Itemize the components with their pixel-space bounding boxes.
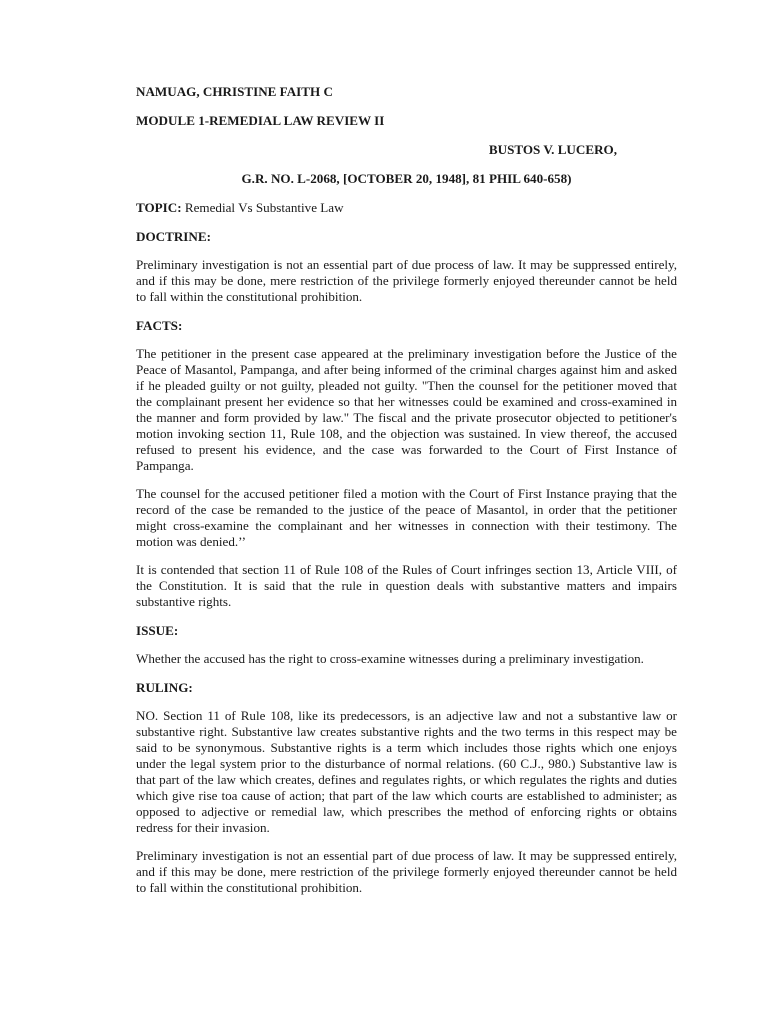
topic-line <box>136 200 677 216</box>
ruling-paragraph-2: Preliminary investigation is not an essential part of due process of law. It may be suppressed entirely, and if this may be done, mere restriction of the privilege formerly enjoyed thereunder cannot be held to fall within the constitutional prohibition. <box>136 848 677 895</box>
issue-text: Whether the accused has the right to cross-examine witnesses during a preliminary investigation. <box>136 651 644 666</box>
facts-paragraph-1: The petitioner in the present case appeared at the preliminary investigation before the Justice of the Peace of Masantol, Pampanga, and after being informed of the criminal charges against him and asked if he pleaded guilty or not guilty, pleaded not guilty. "Then the counsel for the petitioner moved that the complainant present her evidence so that her witnesses could be examined and cross-examined in the manner and form provided by law." The fiscal and the private prosecutor objected to petitioner's motion invoking section 11, Rule 108, and the objection was sustained. In view thereof, the accused refused to present his evidence, and the case was forwarded to the Court of First Instance of Pampanga. <box>136 346 677 473</box>
topic-label: TOPIC: <box>136 200 182 215</box>
ruling-heading: RULING: <box>136 680 193 695</box>
author-name: NAMUAG, CHRISTINE FAITH C <box>136 84 333 99</box>
document-page <box>136 80 677 896</box>
issue-heading: ISSUE: <box>136 623 179 638</box>
topic-value: Remedial Vs Substantive Law <box>181 200 344 215</box>
facts-paragraph-3: It is contended that section 11 of Rule 108 of the Rules of Court infringes section 13, Article VIII, of the Constitution. It is said that the rule in question deals with substantive matters and impairs substantive rights. <box>136 562 677 609</box>
facts-heading: FACTS: <box>136 318 183 333</box>
facts-paragraph-2: The counsel for the accused petitioner filed a motion with the Court of First Instance praying that the record of the case be remanded to the justice of the peace of Masantol, in order that the petitioner might cross-examine the complainant and her witnesses in connection with their testimony. The motion was denied.’’ <box>136 486 677 549</box>
doctrine-heading: DOCTRINE: <box>136 229 211 244</box>
module-title: MODULE 1-REMEDIAL LAW REVIEW II <box>136 113 385 128</box>
doctrine-text: Preliminary investigation is not an essential part of due process of law. It may be suppressed entirely, and if this may be done, mere restriction of the privilege formerly enjoyed thereunder cannot be held to fall within the constitutional prohibition. <box>136 257 677 304</box>
case-citation: G.R. NO. L-2068, [OCTOBER 20, 1948], 81 PHIL 640-658) <box>241 171 572 186</box>
ruling-paragraph-1: NO. Section 11 of Rule 108, like its predecessors, is an adjective law and not a substantive law or substantive right. Substantive law creates substantive rights and the two terms in this respect may be said to be synonymous. Substantive rights is a term which includes those rights which one enjoys under the legal system prior to the disturbance of normal relations. (60 C.J., 980.) Substantive law is that part of the law which creates, defines and regulates rights, or which regulates the rights and duties which give rise toa cause of action; that part of the law which courts are established to administer; as opposed to adjective or remedial law, which prescribes the method of enforcing rights or obtains redress for their invasion. <box>136 708 677 835</box>
case-title: BUSTOS V. LUCERO, <box>488 142 617 157</box>
